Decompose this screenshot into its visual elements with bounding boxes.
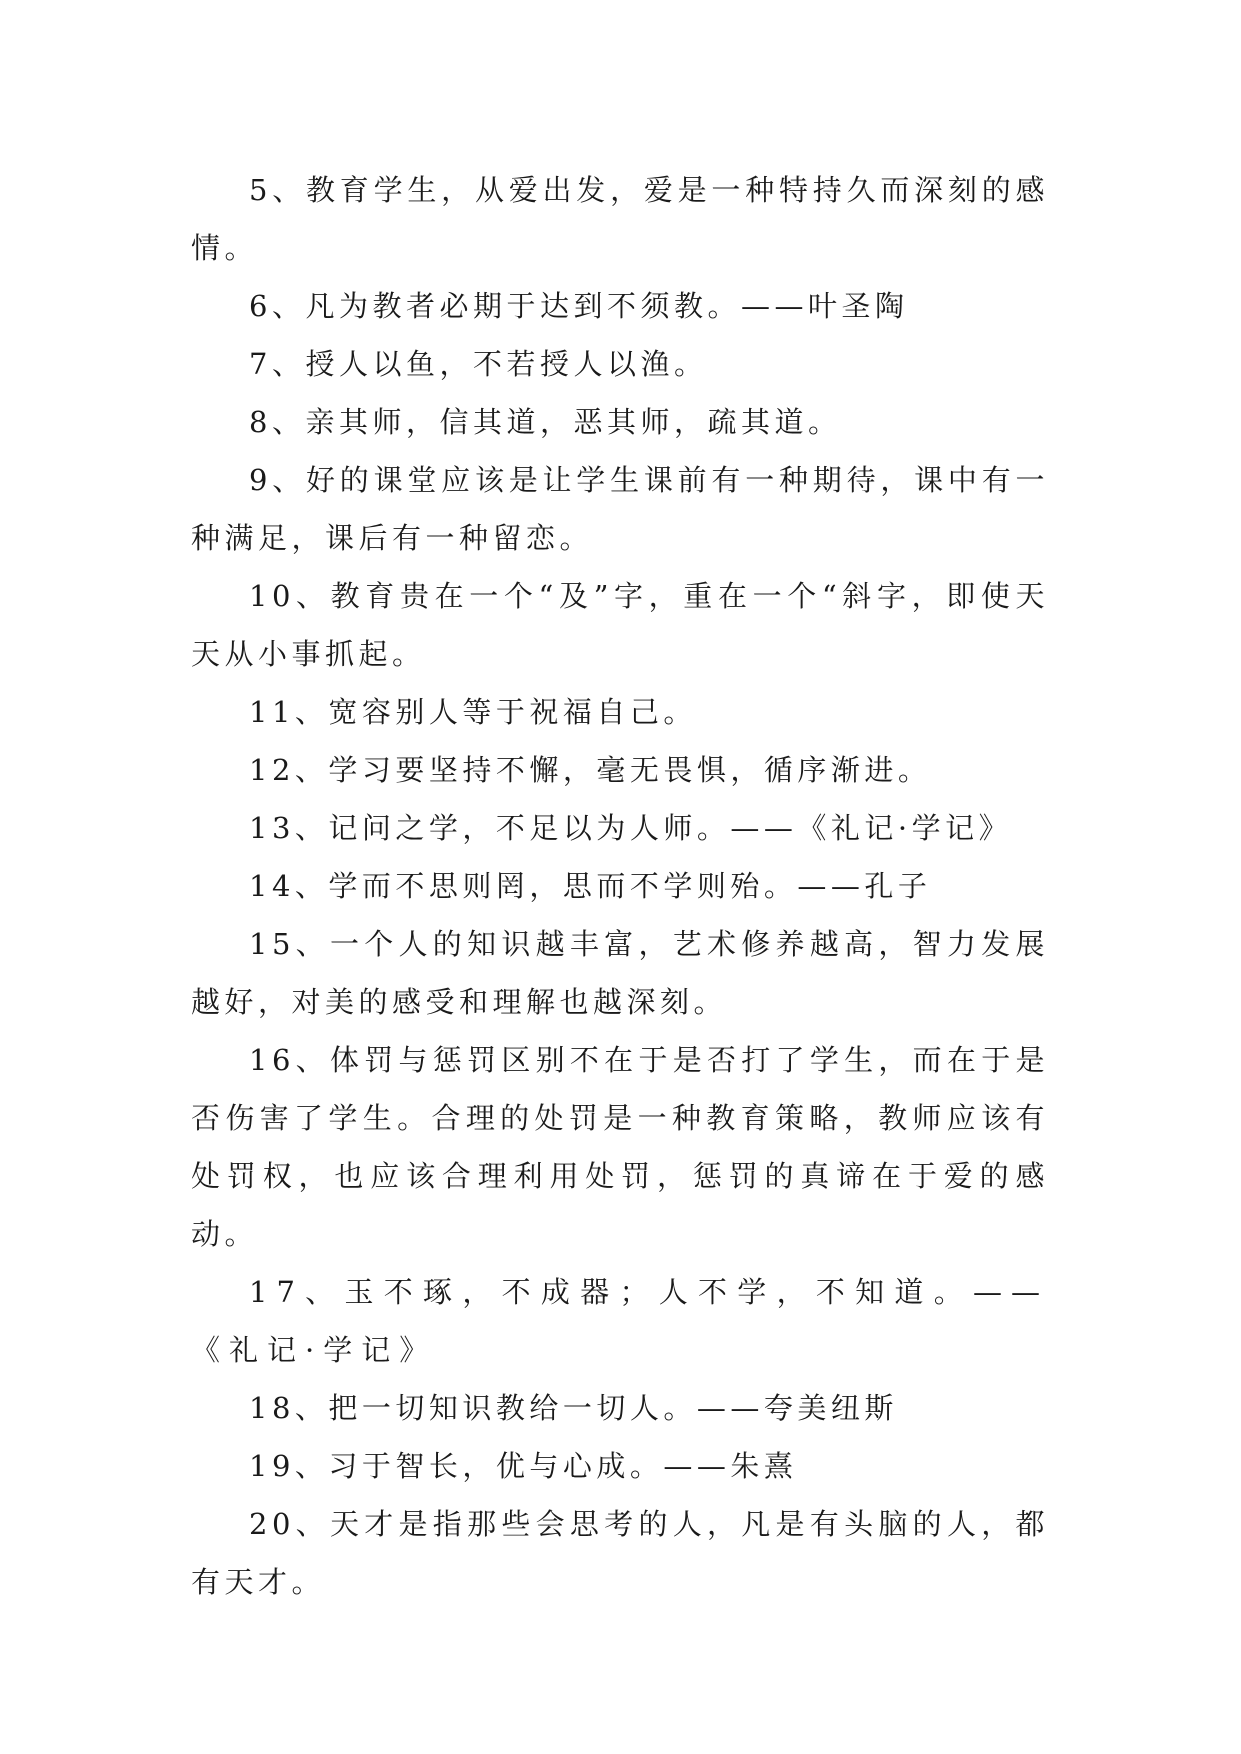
quote-paragraph-16: 16、体罚与惩罚区别不在于是否打了学生，而在于是否伤害了学生。合理的处罚是一种教育策略，教师应该有处罚权，也应该合理利用处罚，惩罚的真谛在于爱的感动。 xyxy=(191,1043,1049,1251)
quote-paragraph-18: 18、把一切知识教给一切人。——夸美纽斯 xyxy=(249,1391,898,1425)
quote-paragraph-14: 14、学而不思则罔，思而不学则殆。——孔子 xyxy=(249,869,932,903)
quote-paragraph-19: 19、习于智长，优与心成。——朱熹 xyxy=(249,1449,798,1483)
quote-paragraph-11: 11、宽容别人等于祝福自己。 xyxy=(249,695,697,729)
quote-paragraph-7: 7、授人以鱼，不若授人以渔。 xyxy=(249,347,708,381)
quote-paragraph-15: 15、一个人的知识越丰富，艺术修养越高，智力发展越好，对美的感受和理解也越深刻。 xyxy=(191,927,1049,1019)
quote-paragraph-5: 5、教育学生，从爱出发，爱是一种特持久而深刻的感情。 xyxy=(191,173,1049,265)
quote-paragraph-12: 12、学习要坚持不懈，毫无畏惧，循序渐进。 xyxy=(249,753,932,787)
quote-paragraph-8: 8、亲其师，信其道，恶其师，疏其道。 xyxy=(249,405,842,439)
document-body xyxy=(191,161,1049,1611)
quote-paragraph-9: 9、好的课堂应该是让学生课前有一种期待，课中有一种满足，课后有一种留恋。 xyxy=(191,463,1049,555)
quote-paragraph-13: 13、记问之学，不足以为人师。——《礼记·学记》 xyxy=(249,811,1013,845)
quote-paragraph-17: 17、玉不琢，不成器；人不学，不知道。——《礼记·学记》 xyxy=(191,1275,1049,1367)
quote-paragraph-6: 6、凡为教者必期于达到不须教。——叶圣陶 xyxy=(249,289,909,323)
quote-paragraph-20: 20、天才是指那些会思考的人，凡是有头脑的人，都有天才。 xyxy=(191,1507,1049,1599)
quote-paragraph-10: 10、教育贵在一个“及”字，重在一个“斜字，即使天天从小事抓起。 xyxy=(191,579,1049,671)
